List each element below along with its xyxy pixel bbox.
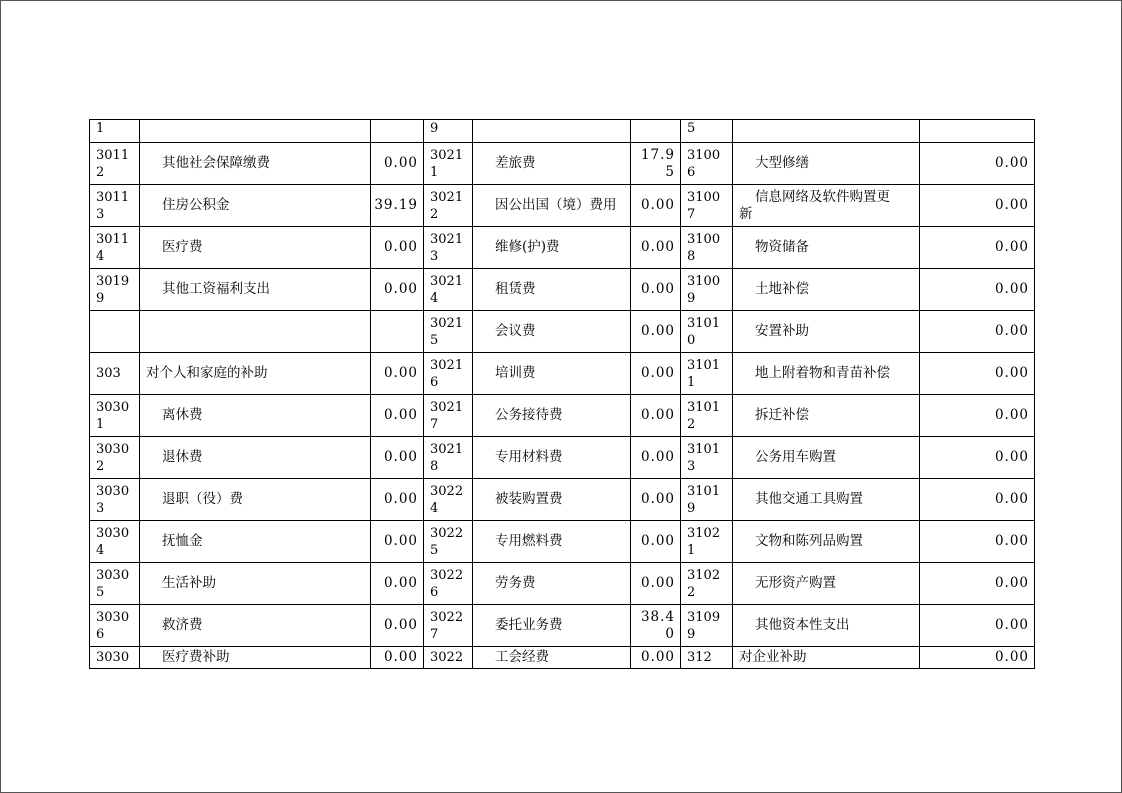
item-code: 3100 7 [681,185,733,227]
table-row [90,143,1035,185]
table-row [90,563,1035,605]
item-amount: 0.00 [631,521,681,563]
item-amount: 0.00 [920,311,1035,353]
item-code: 3021 1 [424,143,473,185]
item-code: 3101 3 [681,437,733,479]
item-amount: 0.00 [631,311,681,353]
item-name: 维修(护)费 [473,227,631,269]
item-code: 3030 [90,647,140,669]
item-name: 专用燃料费 [473,521,631,563]
item-amount: 0.00 [371,647,424,669]
item-code: 3030 3 [90,479,140,521]
item-amount: 0.00 [371,521,424,563]
item-code: 3102 2 [681,563,733,605]
item-code: 3022 7 [424,605,473,647]
item-code: 3021 4 [424,269,473,311]
table-row [90,353,1035,395]
item-code: 3030 1 [90,395,140,437]
item-name [140,120,371,143]
item-name [473,120,631,143]
item-amount: 0.00 [371,479,424,521]
item-name: 地上附着物和青苗补偿 [733,353,920,395]
item-code: 3011 2 [90,143,140,185]
item-amount: 0.00 [920,437,1035,479]
item-amount: 0.00 [920,185,1035,227]
item-name: 会议费 [473,311,631,353]
item-code: 3030 5 [90,563,140,605]
item-name: 无形资产购置 [733,563,920,605]
item-name: 救济费 [140,605,371,647]
item-name: 退职（役）费 [140,479,371,521]
item-amount: 0.00 [631,395,681,437]
item-name: 差旅费 [473,143,631,185]
item-amount: 0.00 [920,647,1035,669]
item-amount [920,120,1035,143]
item-name: 因公出国（境）费用 [473,185,631,227]
item-amount: 0.00 [631,353,681,395]
item-name: 公务接待费 [473,395,631,437]
item-name: 对个人和家庭的补助 [140,353,371,395]
item-code: 3021 5 [424,311,473,353]
item-amount: 0.00 [920,227,1035,269]
item-name: 离休费 [140,395,371,437]
item-code: 303 [90,353,140,395]
item-name: 大型修缮 [733,143,920,185]
item-amount: 0.00 [631,563,681,605]
item-code: 3011 4 [90,227,140,269]
item-code: 3022 6 [424,563,473,605]
item-name: 其他社会保障缴费 [140,143,371,185]
item-code: 3101 9 [681,479,733,521]
item-amount: 0.00 [631,269,681,311]
item-name: 物资储备 [733,227,920,269]
item-name: 拆迁补偿 [733,395,920,437]
item-name: 生活补助 [140,563,371,605]
item-name [140,311,371,353]
table-row [90,185,1035,227]
item-code: 3101 0 [681,311,733,353]
item-code: 3030 2 [90,437,140,479]
table-row [90,311,1035,353]
item-code: 3100 8 [681,227,733,269]
item-code: 3100 6 [681,143,733,185]
item-code: 3021 6 [424,353,473,395]
item-code: 1 [90,120,140,143]
item-name: 对企业补助 [733,647,920,669]
item-name: 医疗费补助 [140,647,371,669]
item-code: 3101 1 [681,353,733,395]
item-amount: 0.00 [631,185,681,227]
item-name: 其他资本性支出 [733,605,920,647]
table-row [90,120,1035,143]
item-code: 3021 8 [424,437,473,479]
item-amount: 0.00 [371,395,424,437]
item-amount: 0.00 [920,269,1035,311]
item-name [733,120,920,143]
item-amount: 0.00 [631,647,681,669]
item-name: 其他工资福利支出 [140,269,371,311]
table-row [90,269,1035,311]
item-code: 3021 2 [424,185,473,227]
item-name: 信息网络及软件购置更 新 [733,185,920,227]
item-name: 委托业务费 [473,605,631,647]
item-amount: 0.00 [371,143,424,185]
item-code: 3022 5 [424,521,473,563]
item-amount: 0.00 [631,227,681,269]
item-amount: 0.00 [371,269,424,311]
item-amount: 17.9 5 [631,143,681,185]
item-code: 3021 3 [424,227,473,269]
item-code: 312 [681,647,733,669]
item-amount: 0.00 [371,563,424,605]
item-code: 3030 6 [90,605,140,647]
item-amount [631,120,681,143]
item-name: 住房公积金 [140,185,371,227]
item-name: 抚恤金 [140,521,371,563]
item-name: 土地补偿 [733,269,920,311]
item-name: 专用材料费 [473,437,631,479]
table-row [90,437,1035,479]
item-amount: 0.00 [631,479,681,521]
item-code: 5 [681,120,733,143]
table-row [90,521,1035,563]
table-row [90,395,1035,437]
item-name: 公务用车购置 [733,437,920,479]
item-code: 3101 2 [681,395,733,437]
item-code: 3021 7 [424,395,473,437]
item-amount: 0.00 [920,605,1035,647]
item-amount: 0.00 [371,605,424,647]
item-amount: 0.00 [371,437,424,479]
item-name: 退休费 [140,437,371,479]
item-name: 文物和陈列品购置 [733,521,920,563]
item-code: 3022 [424,647,473,669]
item-name: 租赁费 [473,269,631,311]
item-amount: 0.00 [920,521,1035,563]
item-amount: 0.00 [631,437,681,479]
item-amount: 0.00 [920,395,1035,437]
item-amount: 0.00 [920,479,1035,521]
item-code [90,311,140,353]
item-name: 劳务费 [473,563,631,605]
item-amount: 0.00 [371,227,424,269]
item-name: 工会经费 [473,647,631,669]
table-row [90,605,1035,647]
item-amount: 0.00 [920,353,1035,395]
item-amount: 39.19 [371,185,424,227]
item-amount: 0.00 [920,143,1035,185]
item-code: 3109 9 [681,605,733,647]
item-amount [371,311,424,353]
expenditure-table [89,119,1035,669]
item-name: 被装购置费 [473,479,631,521]
item-name: 其他交通工具购置 [733,479,920,521]
item-amount: 0.00 [371,353,424,395]
item-code: 3019 9 [90,269,140,311]
item-amount: 0.00 [920,563,1035,605]
table-body [90,120,1035,669]
item-name: 培训费 [473,353,631,395]
item-code: 3100 9 [681,269,733,311]
item-name: 医疗费 [140,227,371,269]
table-row [90,647,1035,669]
table-row [90,479,1035,521]
item-name: 安置补助 [733,311,920,353]
item-code: 3022 4 [424,479,473,521]
item-amount: 38.4 0 [631,605,681,647]
item-code: 9 [424,120,473,143]
item-code: 3011 3 [90,185,140,227]
item-code: 3102 1 [681,521,733,563]
table-row [90,227,1035,269]
item-amount [371,120,424,143]
item-code: 3030 4 [90,521,140,563]
